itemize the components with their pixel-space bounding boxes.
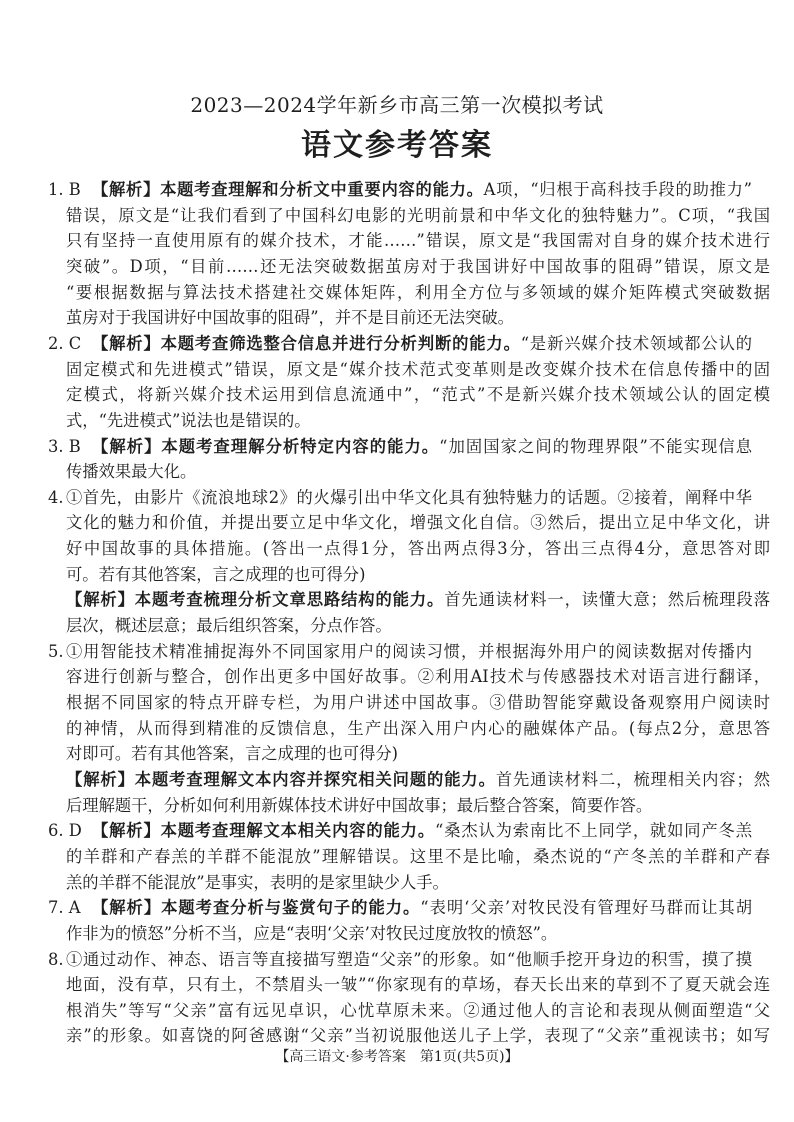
text-line — [48, 948, 752, 972]
text-line — [48, 537, 770, 561]
text-line — [48, 742, 770, 766]
answer-text: 作非为的愤怒”分析不当，应是“表明‘父亲’对牧民过度放牧的愤怒”。 — [66, 923, 558, 943]
answer-text: 好中国故事的具体措施。(答出一点得1分，答出两点得3分，答出三点得4分，意思答对即 — [66, 539, 770, 559]
text-line — [48, 768, 770, 792]
answer-text: 茧房对于我国讲好中国故事的阻碍”，并不是目前还无法突破。 — [66, 308, 514, 328]
line-content — [66, 511, 770, 535]
analysis-heading: 【解析】本题考查理解文本内容并探究相关问题的能力。 — [66, 769, 496, 789]
question-number: 5. — [48, 641, 64, 661]
answer-text: 定模式，将新兴媒介技术运用到信息流通中”，“范式”不是新兴媒介技术领域公认的固定模 — [66, 385, 770, 405]
answer-text: 对即可。若有其他答案，言之成理的也可得分) — [66, 744, 398, 764]
text-line — [48, 229, 770, 253]
document-title: 语文参考答案 — [301, 128, 493, 163]
line-content — [66, 563, 770, 587]
page-footer: 【高三语文·参考答案 第1页(共5页)】 — [275, 1049, 519, 1065]
text-line — [48, 588, 770, 612]
analysis-heading: 【解析】本题考查梳理分析文章思路结构的能力。 — [66, 590, 445, 610]
line-content — [66, 358, 770, 382]
answer-text: 突破”。D项，“目前……还无法突破数据茧房对于我国讲好中国故事的阻碍”错误，原文是 — [66, 256, 770, 276]
answer-text: “是新兴媒介技术领域都公认的 — [520, 333, 752, 353]
text-line — [48, 717, 770, 741]
line-content — [66, 255, 770, 279]
analysis-heading: 【解析】本题考查筛选整合信息并进行分析判断的能力。 — [92, 333, 521, 353]
answer-text: 层次，概述层意；最后组织答案，分点作答。 — [66, 616, 392, 636]
line-content — [66, 588, 770, 612]
answer-text: 传播效果最大化。 — [66, 462, 197, 482]
line-content — [66, 537, 770, 561]
line-content — [66, 229, 770, 253]
line-content — [66, 1024, 770, 1048]
line-content — [66, 691, 770, 715]
answer-text: ①首先，由影片《流浪地球2》的火爆引出中华文化具有独特魅力的话题。②接着，阐释中华 — [66, 487, 752, 507]
line-content — [66, 640, 752, 664]
text-line — [48, 794, 770, 818]
text-line — [48, 383, 770, 407]
line-content — [66, 922, 770, 946]
text-line — [48, 409, 770, 433]
question-number: 2. C — [48, 333, 82, 353]
line-content — [66, 204, 770, 228]
answer-text: “桑杰认为索南比不上同学，就如同产冬羔 — [434, 821, 752, 841]
answer-text: 后理解题干，分析如何利用新媒体技术讲好中国故事；最后整合答案，简要作答。 — [66, 795, 653, 815]
answer-text: 根据不同国家的特点开辟专栏，为用户讲述中国故事。③借助智能穿戴设备观察用户阅读时 — [66, 693, 770, 712]
answer-text: “加固国家之间的物理界限”不能实现信息 — [439, 436, 752, 456]
line-content — [66, 794, 770, 818]
line-content — [66, 973, 770, 997]
text-line — [48, 204, 770, 228]
line-content — [66, 871, 770, 895]
line-content — [92, 178, 752, 202]
text-line — [48, 922, 770, 946]
text-line — [48, 614, 770, 638]
text-line — [48, 640, 752, 664]
text-line — [48, 999, 770, 1023]
answer-text: 首先通读材料一，读懂大意；然后梳理段落 — [444, 590, 770, 610]
text-line — [48, 563, 770, 587]
answer-text: 根消失”等写“父亲”富有远见卓识，心忧草原未来。②通过他人的言论和表现从侧面塑造“父 — [66, 1000, 770, 1020]
text-line — [48, 511, 770, 535]
answer-text: ①通过动作、神态、语言等直接描写塑造“父亲”的形象。如“他顺手挖开身边的积雪，摸了摸 — [66, 949, 752, 969]
line-content — [66, 768, 770, 792]
line-content — [66, 948, 752, 972]
answer-text: 的神情，从而得到精准的反馈信息，生产出深入用户内心的融媒体产品。(每点2分，意思答 — [66, 718, 770, 738]
question-number: 1. B — [48, 180, 81, 199]
question-number: 7. A — [48, 898, 81, 918]
question-number: 3. B — [48, 436, 81, 456]
line-content — [66, 717, 770, 741]
text-line — [48, 819, 752, 843]
analysis-heading: 【解析】本题考查理解和分析文中重要内容的能力。 — [92, 180, 484, 199]
answer-text: 的羊群和产春羔的羊群不能混放”理解错误。这里不是比喻，桑杰说的“产冬羔的羊群和产春 — [66, 846, 770, 866]
text-line — [48, 255, 770, 279]
text-line — [48, 896, 752, 920]
question-number: 6. D — [48, 821, 82, 841]
answer-text: 可。若有其他答案，言之成理的也可得分) — [66, 564, 366, 584]
question-number: 4. — [48, 487, 64, 507]
answer-text: 地面，没有草，只有土，不禁眉头一皱”“你家现有的草场，春天长出来的草到不了夏天就会连 — [66, 975, 770, 995]
line-content — [66, 486, 752, 510]
text-line — [48, 871, 770, 895]
text-line — [48, 845, 770, 869]
text-line — [48, 435, 752, 459]
answer-text: “表明‘父亲’对牧民没有管理好马群而让其胡 — [420, 898, 752, 918]
line-content — [66, 383, 770, 407]
answer-text: 错误，原文是“让我们看到了中国科幻电影的光明前景和中华文化的独特魅力”。C项，“我国 — [66, 205, 770, 225]
answer-text: 首先通读材料二，梳理相关内容；然 — [495, 769, 770, 789]
line-content — [66, 409, 770, 433]
text-line — [48, 460, 770, 484]
analysis-heading: 【解析】本题考查理解文本相关内容的能力。 — [92, 821, 435, 841]
exam-title: 2023—2024学年新乡市高三第一次模拟考试 — [190, 93, 604, 117]
analysis-heading: 【解析】本题考查分析与鉴赏句子的能力。 — [92, 898, 421, 918]
text-line — [48, 178, 752, 202]
answer-text: “要根据数据与算法技术搭建社交媒体矩阵，利用全方位与多领域的媒介矩阵模式突破数据 — [66, 282, 770, 302]
line-content — [66, 845, 770, 869]
line-content — [66, 281, 770, 305]
answer-text: ①用智能技术精准捕捉海外不同国家用户的阅读习惯，并根据海外用户的阅读数据对传播内 — [66, 641, 752, 661]
text-line — [48, 332, 752, 356]
answer-text: 固定模式和先进模式”错误，原文是“媒介技术范式变革则是改变媒介技术在信息传播中的固 — [66, 359, 770, 379]
text-line — [48, 691, 770, 715]
line-content — [66, 306, 770, 330]
line-content — [92, 819, 752, 843]
answer-text: 容进行创新与整合，创作出更多中国好故事。②利用AI技术与传感器技术对语言进行翻译， — [66, 667, 770, 687]
text-line — [48, 1024, 770, 1048]
answer-text: 文化的魅力和价值，并提出要立足中华文化，增强文化自信。③然后，提出立足中华文化，讲 — [66, 513, 770, 533]
text-line — [48, 486, 752, 510]
line-content — [66, 460, 770, 484]
question-number: 8. — [48, 949, 64, 969]
text-line — [48, 973, 770, 997]
line-content — [66, 614, 770, 638]
line-content — [92, 332, 752, 356]
line-content — [92, 435, 752, 459]
text-line — [48, 665, 770, 689]
line-content — [92, 896, 752, 920]
text-line — [48, 358, 770, 382]
analysis-heading: 【解析】本题考查理解分析特定内容的能力。 — [92, 436, 440, 456]
answer-text: 只有坚持一直使用原有的媒介技术，才能……”错误，原文是“我国需对自身的媒介技术进行 — [66, 231, 770, 251]
answer-text: 亲”的形象。如喜饶的阿爸感谢“父亲”当初说服他送儿子上学，表现了“父亲”重视读书；如写 — [66, 1026, 770, 1046]
text-line — [48, 281, 770, 305]
answer-text: 羔的羊群不能混放”是事实，表明的是家里缺少人手。 — [66, 872, 449, 892]
line-content — [66, 999, 770, 1023]
text-line — [48, 306, 770, 330]
line-content — [66, 665, 770, 689]
line-content — [66, 742, 770, 766]
answer-text: 式，“先进模式”说法也是错误的。 — [66, 410, 311, 430]
answer-text: A项，“归根于高科技手段的助推力” — [483, 180, 752, 199]
